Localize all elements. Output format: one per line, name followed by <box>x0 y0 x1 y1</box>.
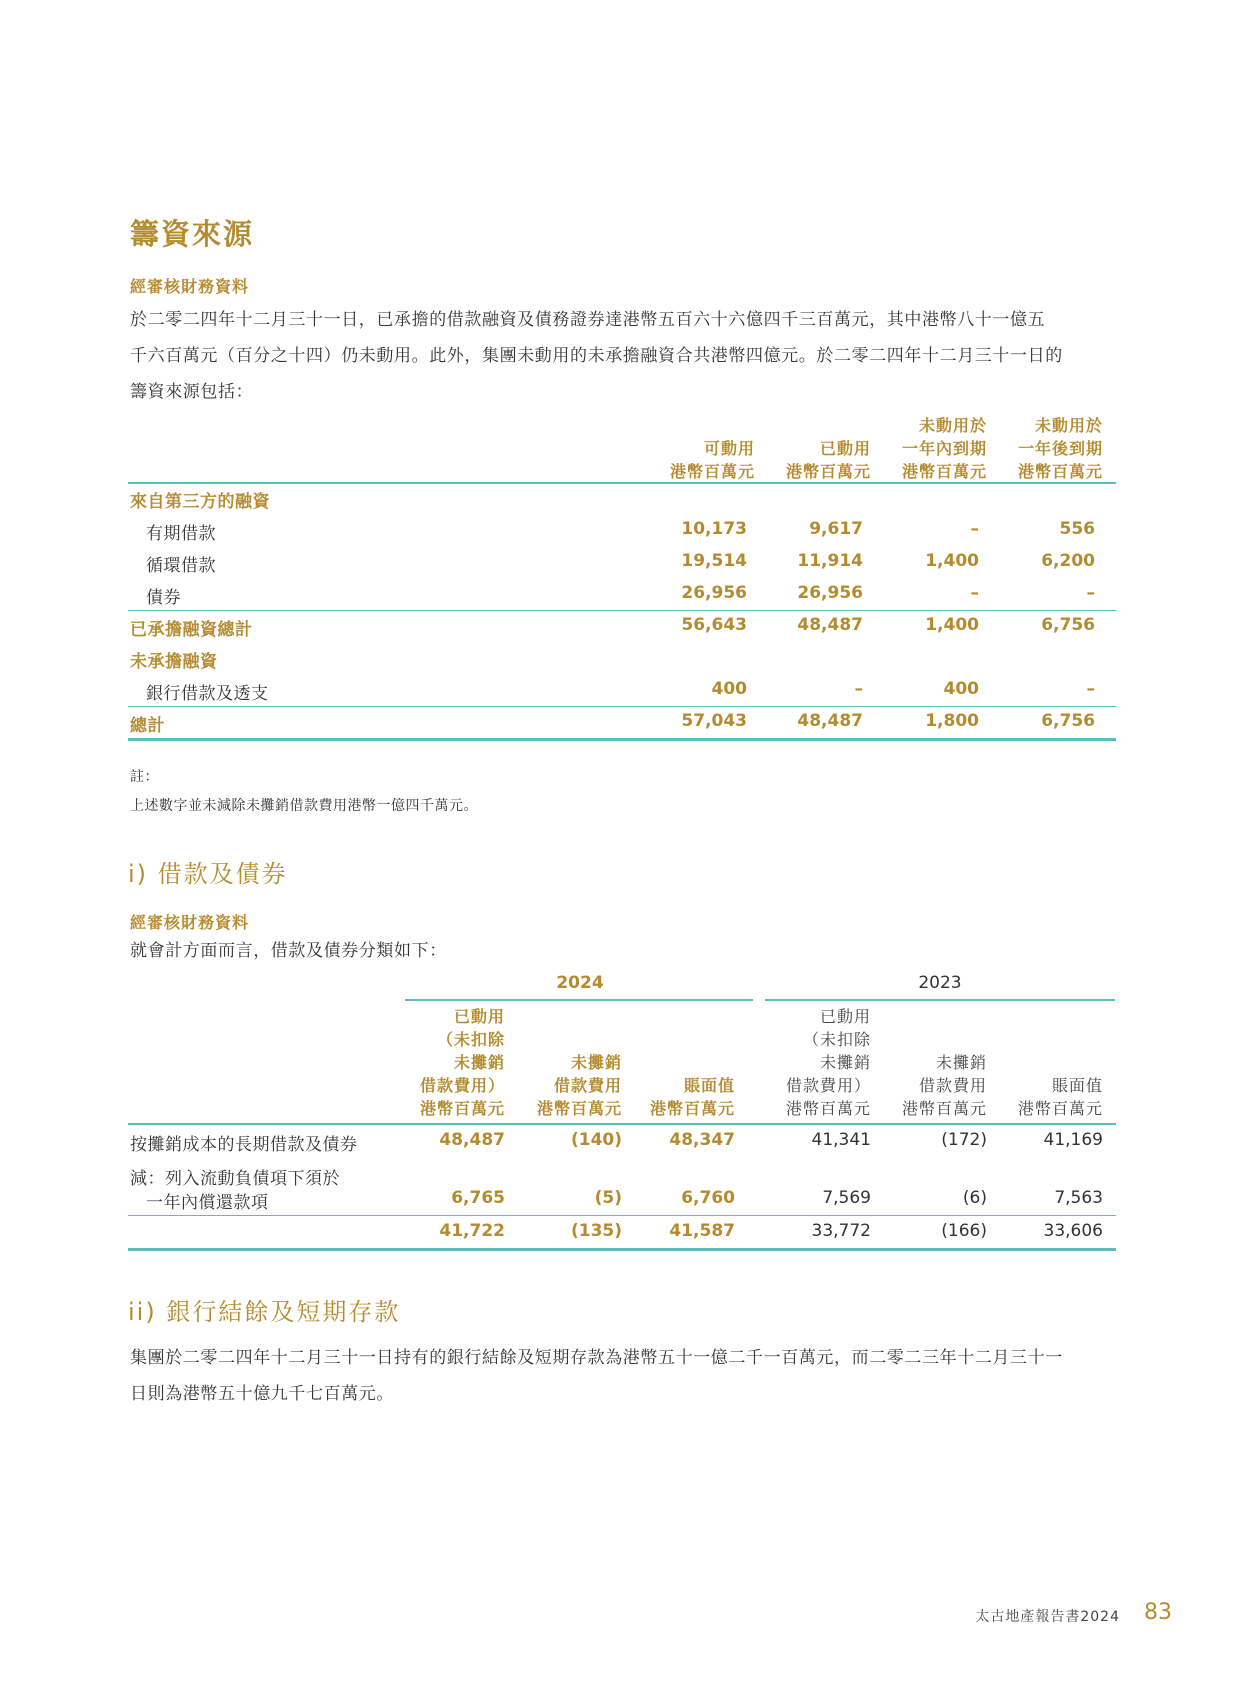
cell: 26,956 <box>681 583 747 603</box>
row-label: 一年內償還款項 <box>146 1193 269 1213</box>
year-2023-label: 2023 <box>918 973 962 993</box>
cell: – <box>1086 679 1095 699</box>
t2-header-2024-unamortised: 未攤銷 借款費用 港幣百萬元 <box>536 1053 622 1118</box>
t2-header-2023-carrying: 賬面值 港幣百萬元 <box>1017 1076 1103 1118</box>
year-2023-rule <box>765 999 1115 1001</box>
audited-label-2: 經審核財務資料 <box>130 913 250 932</box>
cell: 6,760 <box>681 1188 735 1208</box>
page-title: 籌資來源 <box>130 217 255 251</box>
cell: 1,800 <box>925 711 979 731</box>
table1-header-available: 可動用 港幣百萬元 <box>669 439 755 481</box>
intro-paragraph <box>130 302 1120 410</box>
cell: 400 <box>943 679 979 699</box>
cell: 41,341 <box>811 1130 871 1150</box>
table2-header-rule <box>128 1123 1116 1125</box>
cell: 6,200 <box>1041 551 1095 571</box>
t2-header-2024-carrying: 賬面值 港幣百萬元 <box>649 1076 735 1118</box>
cell: (166) <box>941 1221 987 1241</box>
cell: 19,514 <box>681 551 747 571</box>
cell: 41,169 <box>1043 1130 1103 1150</box>
table1-bottom-rule <box>128 738 1116 741</box>
cell: 6,765 <box>451 1188 505 1208</box>
t2-header-2024-drawn: 已動用 （未扣除 未攤銷 借款費用） 港幣百萬元 <box>419 1007 505 1118</box>
cell: 6,756 <box>1041 615 1095 635</box>
table1-header-undrawn-within: 未動用於 一年內到期 港幣百萬元 <box>901 416 987 481</box>
t2-header-2023-unamortised: 未攤銷 借款費用 港幣百萬元 <box>901 1053 987 1118</box>
footer-report-title: 太古地產報告書2024 <box>975 1609 1120 1625</box>
table1-section-uncommitted: 未承擔融資 <box>130 652 218 672</box>
cell: 7,569 <box>822 1188 871 1208</box>
table1-header-rule <box>128 482 1116 484</box>
table1-header-drawn: 已動用 港幣百萬元 <box>785 439 871 481</box>
cell: 9,617 <box>809 519 863 539</box>
row-label: 減：列入流動負債項下須於 <box>130 1169 340 1189</box>
section-i-intro: 就會計方面而言，借款及債券分類如下： <box>130 941 447 961</box>
cell: 57,043 <box>681 711 747 731</box>
cell: 41,587 <box>669 1221 735 1241</box>
cell: 41,722 <box>439 1221 505 1241</box>
row-label: 總計 <box>130 716 165 736</box>
section-ii-line-1: 集團於二零二四年十二月三十一日持有的銀行結餘及短期存款為港幣五十一億二千一百萬元，而二零二三年十二月三十一 <box>130 1348 1063 1368</box>
row-label: 有期借款 <box>146 524 216 544</box>
cell: 7,563 <box>1054 1188 1103 1208</box>
row-label: 已承擔融資總計 <box>130 620 253 640</box>
intro-line-1: 於二零二四年十二月三十一日，已承擔的借款融資及債務證券達港幣五百六十六億四千三百萬元，其中港幣八十一億五 <box>130 310 1046 330</box>
table1-subtotal-rule <box>128 610 1116 611</box>
year-2024-label: 2024 <box>556 973 604 993</box>
cell: (5) <box>594 1188 622 1208</box>
section-ii-heading: ii) 銀行結餘及短期存款 <box>128 1298 401 1326</box>
table1-section-third-party: 來自第三方的融資 <box>130 492 270 512</box>
cell: 56,643 <box>681 615 747 635</box>
cell: 6,756 <box>1041 711 1095 731</box>
year-2024-rule <box>405 999 753 1001</box>
t2-header-2023-drawn: 已動用 （未扣除 未攤銷 借款費用） 港幣百萬元 <box>785 1007 871 1118</box>
row-label: 債券 <box>146 588 181 608</box>
table1-total-top-rule <box>128 706 1116 707</box>
note-label: 註： <box>130 769 159 785</box>
cell: (135) <box>570 1221 622 1241</box>
cell: 10,173 <box>681 519 747 539</box>
section-ii-paragraph <box>130 1340 1120 1412</box>
intro-line-3: 籌資來源包括： <box>130 382 254 402</box>
cell: 556 <box>1059 519 1095 539</box>
cell: 1,400 <box>925 551 979 571</box>
cell: 1,400 <box>925 615 979 635</box>
cell: (140) <box>570 1130 622 1150</box>
row-label: 銀行借款及透支 <box>146 684 269 704</box>
note-text: 上述數字並未減除未攤銷借款費用港幣一億四千萬元。 <box>130 798 478 814</box>
row-label: 按攤銷成本的長期借款及債券 <box>130 1135 358 1155</box>
cell: 400 <box>711 679 747 699</box>
cell: 48,487 <box>797 615 863 635</box>
cell: 48,487 <box>439 1130 505 1150</box>
cell: – <box>854 679 863 699</box>
cell: 11,914 <box>797 551 863 571</box>
cell: (6) <box>962 1188 987 1208</box>
audited-label: 經審核財務資料 <box>130 277 250 296</box>
section-i-heading: i) 借款及債券 <box>128 860 288 888</box>
intro-line-2: 千六百萬元（百分之十四）仍未動用。此外，集團未動用的未承擔融資合共港幣四億元。於二零二四年十二月三十一日的 <box>130 346 1063 366</box>
cell: – <box>970 583 979 603</box>
cell: 26,956 <box>797 583 863 603</box>
cell: 48,487 <box>797 711 863 731</box>
table2-subtotal-rule <box>128 1215 1116 1216</box>
row-label: 循環借款 <box>146 556 216 576</box>
cell: (172) <box>941 1130 987 1150</box>
page-number: 83 <box>1144 1600 1172 1625</box>
cell: 33,772 <box>811 1221 871 1241</box>
cell: 48,347 <box>669 1130 735 1150</box>
cell: 33,606 <box>1043 1221 1103 1241</box>
table2-bottom-rule <box>128 1248 1116 1251</box>
cell: – <box>1086 583 1095 603</box>
section-ii-line-2: 日則為港幣五十億九千七百萬元。 <box>130 1384 394 1404</box>
table1-header-undrawn-after: 未動用於 一年後到期 港幣百萬元 <box>1017 416 1103 481</box>
cell: – <box>970 519 979 539</box>
